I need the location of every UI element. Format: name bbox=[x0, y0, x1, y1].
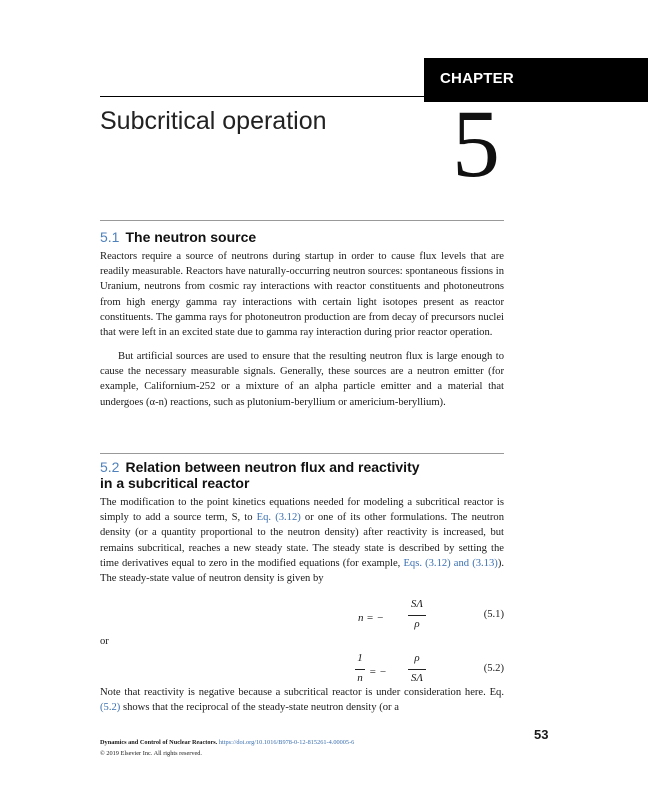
section-heading-5-2 bbox=[100, 459, 504, 491]
book-title: Dynamics and Control of Nuclear Reactors. bbox=[100, 739, 218, 746]
section-title-line2: in a subcritical reactor bbox=[100, 475, 250, 491]
doi-link[interactable]: https://doi.org/10.1016/B978-0-12-815261-4.00005-6 bbox=[218, 739, 355, 746]
section-number: 5.2 bbox=[100, 459, 120, 475]
chapter-label: CHAPTER bbox=[440, 70, 514, 87]
equation-lhs-numerator: 1 bbox=[357, 652, 363, 664]
text-run: or one of its other formulations. The neutron density (or a quantity proportional to the neutron density) after reactivity is increased, but remains subcritical, reaches a new steady state. The steady state is described by setting the time derivatives equal to zero in the modified equations (for example, bbox=[100, 512, 504, 569]
equation-denominator: ρ bbox=[414, 618, 420, 630]
equation-numerator: ρ bbox=[414, 652, 420, 664]
equation-link[interactable]: (5.2) bbox=[100, 702, 121, 714]
paragraph bbox=[100, 495, 504, 586]
equation-number: (5.2) bbox=[483, 663, 504, 674]
text-run: Note that reactivity is negative because a subcritical reactor is under consideration here. Eq. bbox=[100, 687, 504, 698]
section-divider bbox=[100, 453, 504, 454]
section-divider bbox=[100, 220, 504, 221]
equation-link[interactable]: Eq. (3.12) bbox=[256, 512, 301, 524]
or-text: or bbox=[100, 636, 109, 647]
chapter-number: 5 bbox=[452, 90, 500, 197]
section-number: 5.1 bbox=[100, 229, 120, 245]
paragraph bbox=[100, 685, 504, 715]
chapter-title: Subcritical operation bbox=[100, 107, 327, 135]
fraction-bar bbox=[355, 669, 365, 670]
equation-lhs-denominator: n bbox=[357, 672, 363, 684]
fraction-bar bbox=[408, 669, 426, 670]
equation-numerator: SΛ bbox=[410, 598, 424, 610]
equation-denominator: SΛ bbox=[410, 672, 424, 684]
text-run: The modification to the point kinetics equations needed for modeling a subcritical reactor is simply to add a source term, S, to bbox=[100, 497, 504, 524]
text-run: ). The steady-state value of neutron density is given by bbox=[100, 557, 504, 585]
equation-number: (5.1) bbox=[483, 609, 504, 620]
section-title: The neutron source bbox=[125, 229, 257, 245]
section-heading-5-1 bbox=[100, 229, 504, 245]
footer-citation bbox=[100, 739, 354, 746]
equation-lhs: n = − bbox=[358, 612, 384, 624]
paragraph: Reactors require a source of neutrons during startup in order to cause flux levels that are readily measurable. Reactors have naturally-occurring neutron sources: spontaneous fissions in Uranium, neutrons from cosmic ray interactions with reactor constituents and photoneutrons from high energy gamma ray interactions with certain light isotopes present as reactor constituents. The gamma rays for photoneutron production are from decay of precursors nuclei that were left in an excited state due to gamma ray interaction during prior reactor operation. bbox=[100, 251, 504, 339]
section-title-line1: Relation between neutron flux and reactivity bbox=[125, 459, 420, 475]
equation-link[interactable]: Eqs. (3.12) and (3.13) bbox=[403, 557, 498, 569]
text-run: shows that the reciprocal of the steady-state neutron density (or a bbox=[120, 702, 399, 714]
footer-copyright: © 2019 Elsevier Inc. All rights reserved. bbox=[100, 750, 203, 757]
page-number: 53 bbox=[534, 727, 549, 742]
fraction-bar bbox=[408, 615, 426, 616]
equation-5-1 bbox=[100, 598, 504, 636]
top-rule bbox=[100, 96, 424, 97]
paragraph: But artificial sources are used to ensure that the resulting neutron flux is large enough to cause the necessary measurable signals. Generally, these sources are a neutron emitter (for example, Californium-252 or a mixture of an alpha particle emitter and a material that undergoes (α-n) reactions, such as plutonium-beryllium or americium-beryllium). bbox=[100, 351, 504, 408]
equation-equals: = − bbox=[369, 666, 387, 678]
